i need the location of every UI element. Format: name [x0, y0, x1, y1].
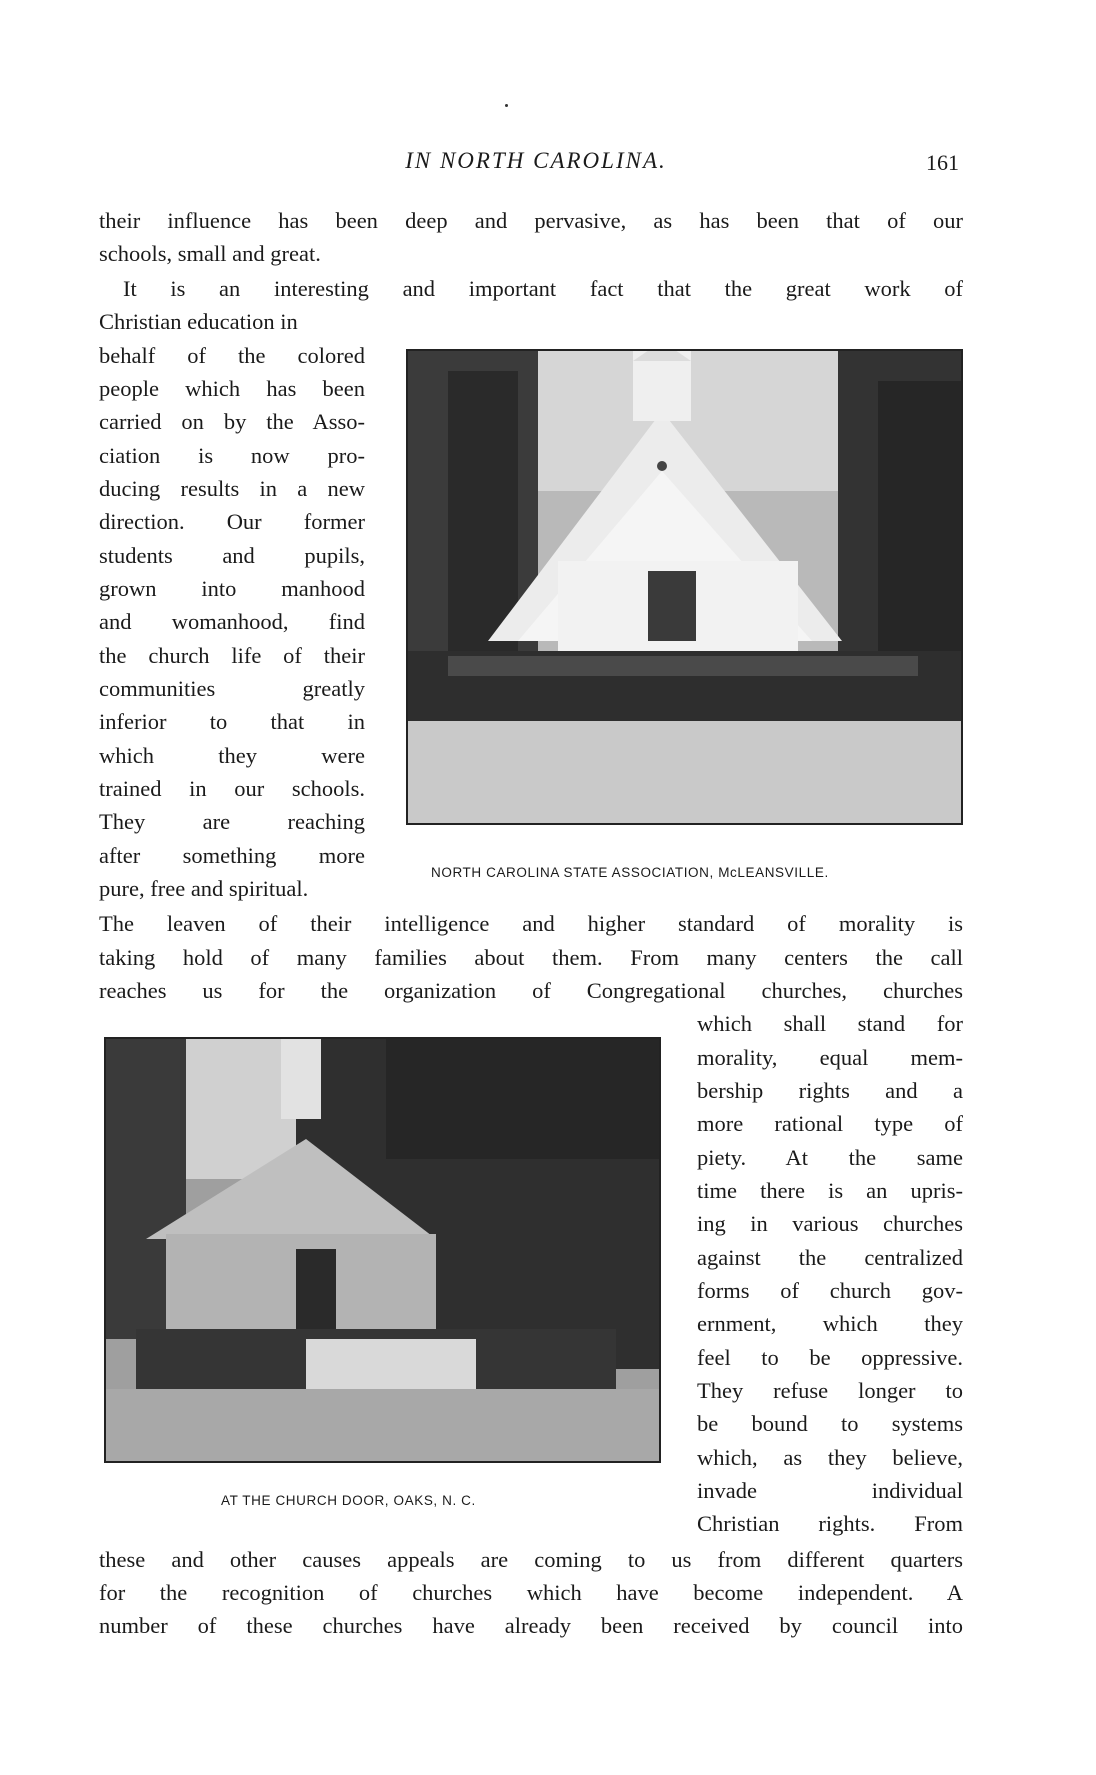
church-photo-illustration: [408, 351, 961, 823]
photo-church-door-oaks: [104, 1037, 661, 1463]
column-line: ernment, which they: [697, 1311, 963, 1336]
body-line: number of these churches have already been received by council into: [99, 1613, 963, 1638]
body-line: schools, small and great.: [99, 241, 321, 266]
column-line: inferior to that in: [99, 709, 365, 734]
column-line: pure, free and spiritual.: [99, 876, 309, 901]
body-line: The leaven of their intelligence and higher standard of morality is: [99, 911, 963, 936]
column-line: people which has been: [99, 376, 365, 401]
column-line: which, as they believe,: [697, 1445, 963, 1470]
column-line: Christian rights. From: [697, 1511, 963, 1536]
column-line: piety. At the same: [697, 1145, 963, 1170]
column-line: against the centralized: [697, 1245, 963, 1270]
column-line: the church life of their: [99, 643, 365, 668]
column-line: ciation is now pro-: [99, 443, 365, 468]
body-line: for the recognition of churches which have become independent. A: [99, 1580, 963, 1605]
page-number: 161: [926, 150, 959, 175]
column-line: which shall stand for: [697, 1011, 963, 1036]
body-line: It is an interesting and important fact that the great work of: [123, 276, 963, 301]
column-line: They are reaching: [99, 809, 365, 834]
column-line: ducing results in a new: [99, 476, 365, 501]
column-line: carried on by the Asso-: [99, 409, 365, 434]
column-line: behalf of the colored: [99, 343, 365, 368]
column-line: after something more: [99, 843, 365, 868]
body-line: taking hold of many families about them. From many centers the call: [99, 945, 963, 970]
column-line: students and pupils,: [99, 543, 365, 568]
column-line: direction. Our former: [99, 509, 365, 534]
body-line: these and other causes appeals are coming to us from different quarters: [99, 1547, 963, 1572]
column-line: bership rights and a: [697, 1078, 963, 1103]
figure-caption: NORTH CAROLINA STATE ASSOCIATION, McLEANSVILLE.: [431, 865, 829, 880]
body-line: reaches us for the organization of Congregational churches, churches: [99, 978, 963, 1003]
column-line: communities greatly: [99, 676, 365, 701]
column-line: trained in our schools.: [99, 776, 365, 801]
body-line: their influence has been deep and pervasive, as has been that of our: [99, 208, 963, 233]
column-line: forms of church gov-: [697, 1278, 963, 1303]
running-title: IN NORTH CAROLINA.: [405, 148, 667, 173]
column-line: Christian education in: [99, 309, 298, 334]
column-line: more rational type of: [697, 1111, 963, 1136]
column-line: feel to be oppressive.: [697, 1345, 963, 1370]
photo-state-association: [406, 349, 963, 825]
column-line: invade individual: [697, 1478, 963, 1503]
column-line: time there is an upris-: [697, 1178, 963, 1203]
column-line: grown into manhood: [99, 576, 365, 601]
church-photo-illustration: [106, 1039, 659, 1461]
column-line: be bound to systems: [697, 1411, 963, 1436]
print-speck: [505, 104, 508, 107]
figure-caption: AT THE CHURCH DOOR, OAKS, N. C.: [221, 1493, 476, 1508]
column-line: They refuse longer to: [697, 1378, 963, 1403]
column-line: morality, equal mem-: [697, 1045, 963, 1070]
column-line: and womanhood, find: [99, 609, 365, 634]
column-line: which they were: [99, 743, 365, 768]
column-line: ing in various churches: [697, 1211, 963, 1236]
